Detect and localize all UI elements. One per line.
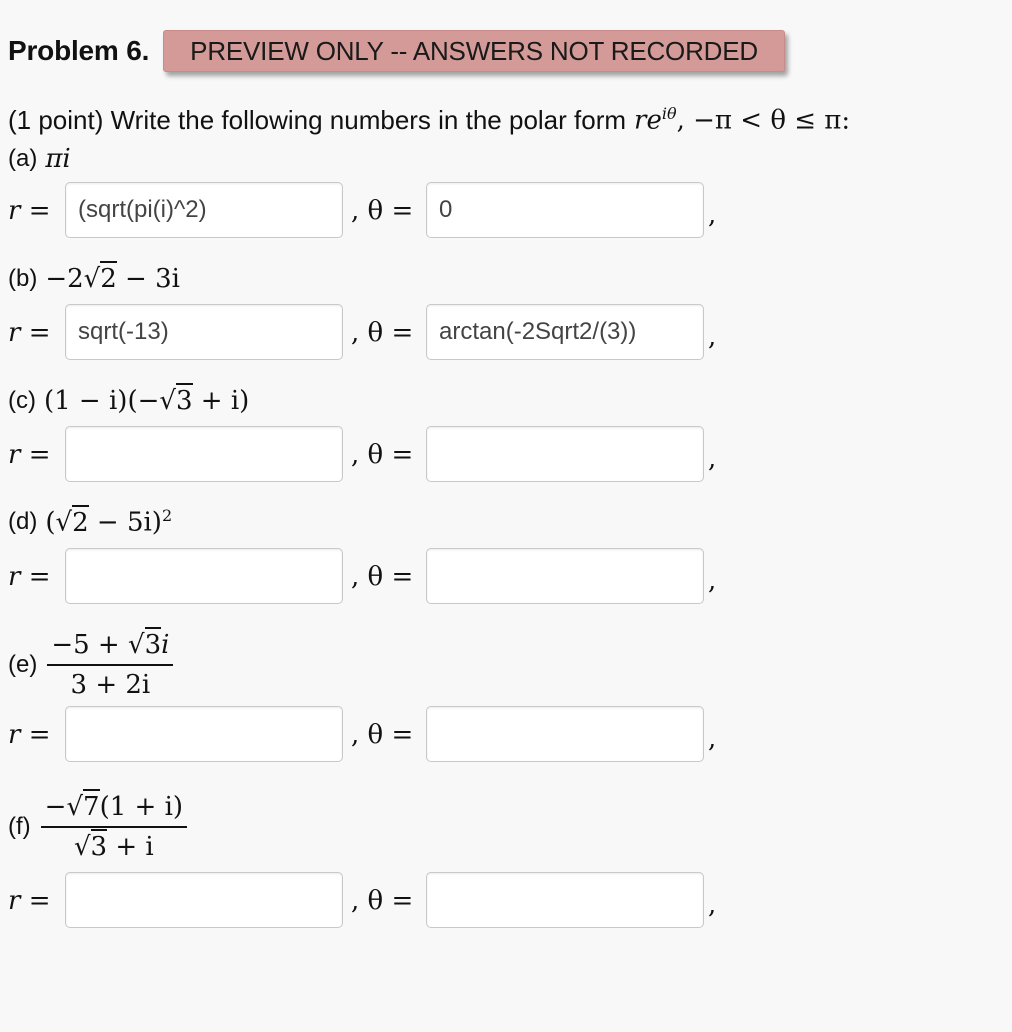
r-label: r = [8,720,51,750]
r-label: r = [8,196,51,226]
part-e-denominator: 3 + 2i [70,670,151,700]
problem-title: Problem 6. [8,35,150,66]
part-b-theta-input[interactable] [426,304,704,360]
problem-header [8,28,785,74]
part-d-answer-row [8,548,748,608]
part-a-label: (a) πi [8,144,71,174]
part-e-label: (e) $\frac{-5 + √3i}{3 + 2i}$ [8,628,173,702]
part-f-label: (f) $\frac{-√7(1 + i)}{√3 + i}$ [8,790,187,864]
trailing-comma: , [708,322,717,352]
part-e-answer-row [8,706,748,766]
trailing-comma: , [708,724,717,754]
part-f-fraction [41,790,187,864]
part-a-expression: πi [45,144,71,174]
part-d-label: (d) $(√2 - 5i)^2$ [8,506,173,538]
theta-label: , θ = [351,196,414,226]
part-f-answer-row [8,872,748,932]
part-f-denominator: √3 + i [74,828,154,864]
part-b-answer-row [8,304,748,364]
part-c-expression: (1 − i)(−√3 + i) [44,386,249,416]
trailing-comma: , [708,444,717,474]
part-b-expression: −2√2 − 3i [45,264,180,294]
part-a-answer-row [8,182,748,242]
problem-statement-text: (1 point) Write the following numbers in the polar form [8,104,627,135]
trailing-comma: , [708,200,717,230]
part-e-theta-input[interactable] [426,706,704,762]
part-c-label: (c) (1 − i)(−√3 + i) [8,386,249,416]
part-f-theta-input[interactable] [426,872,704,928]
theta-label: , θ = [351,720,414,750]
trailing-comma: , [708,890,717,920]
part-e-r-input[interactable] [65,706,343,762]
part-d-expression: $(√2 - 5i)^2$ [45,506,173,538]
part-c-answer-row [8,426,748,486]
theta-label: , θ = [351,318,414,348]
part-d-theta-input[interactable] [426,548,704,604]
theta-label: , θ = [351,562,414,592]
part-d-r-input[interactable] [65,548,343,604]
part-c-theta-input[interactable] [426,426,704,482]
r-label: r = [8,318,51,348]
polar-form-expression: $re^{i\theta}$, −π < θ ≤ π: [634,104,851,136]
part-b-label: (b) −2√2 − 3i [8,264,180,294]
part-a-r-input[interactable] [65,182,343,238]
r-label: r = [8,886,51,916]
r-label: r = [8,562,51,592]
theta-label: , θ = [351,440,414,470]
r-label: r = [8,440,51,470]
part-e-fraction [47,628,173,702]
theta-label: , θ = [351,886,414,916]
part-f-r-input[interactable] [65,872,343,928]
trailing-comma: , [708,566,717,596]
part-a-theta-input[interactable] [426,182,704,238]
preview-banner: PREVIEW ONLY -- ANSWERS NOT RECORDED [163,30,785,72]
part-b-r-input[interactable] [65,304,343,360]
problem-statement [8,104,850,136]
part-e-numerator: −5 + √3i [47,628,173,666]
part-c-r-input[interactable] [65,426,343,482]
part-f-numerator: −√7(1 + i) [41,790,187,828]
